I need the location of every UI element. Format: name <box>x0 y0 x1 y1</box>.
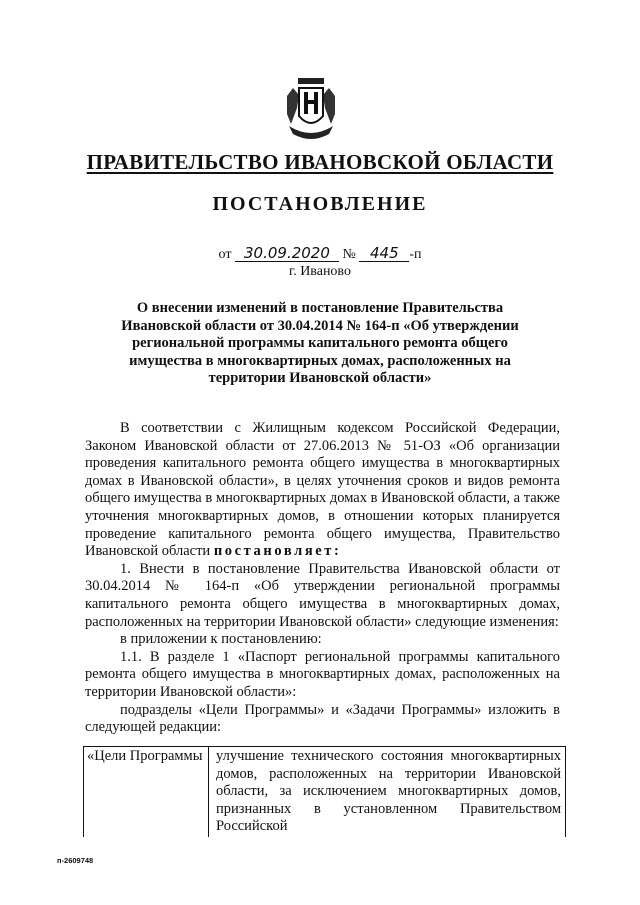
date-number-line <box>0 245 640 263</box>
document-code: п-2609748 <box>57 856 94 865</box>
number-suffix: -п <box>409 247 422 262</box>
table-content-cell: улучшение технического состояния многоквартирных домов, расположенных на территории Ивановской области, за исключением многоквартирных домов, признанных в установленном Правительством Российской <box>216 748 561 835</box>
subsections-paragraph: подразделы «Цели Программы» и «Задачи Программы» изложить в следующей редакции: <box>85 701 560 736</box>
handwritten-number: 445 <box>359 245 409 262</box>
city-name: г. Иваново <box>289 264 351 279</box>
annex-paragraph: в приложении к постановлению: <box>120 631 322 648</box>
document-type: ПОСТАНОВЛЕНИЕ <box>212 193 428 215</box>
item-1-paragraph: 1. Внести в постановление Правительства Ивановской области от 30.04.2014 № 164-п «Об утверждении региональной программы капитального ремонта общего имущества в многоквартирных домах, расположенных на территории Ивановской области» следующие изменения: <box>85 560 560 630</box>
goals-table <box>83 746 566 837</box>
government-title: ПРАВИТЕЛЬСТВО ИВАНОВСКОЙ ОБЛАСТИ <box>86 150 554 174</box>
handwritten-date: 30.09.2020 <box>235 245 339 262</box>
number-label: № <box>342 247 356 262</box>
table-label-cell: «Цели Программы <box>84 747 209 837</box>
intro-paragraph: В соответствии с Жилищным кодексом Российской Федерации, Законом Ивановской области от 27.06.2013 № 51-ОЗ «Об организации проведения капитального ремонта общего имущества в многоквартирных домах в Ивановской области», в целях уточнения сроков и видов ремонта общего имущества в многоквартирных домах в Ивановской области, а также уточнения многоквартирных домов, в отношении которых планируется проведение капитального ремонта общего имущества, Правительство Ивановской области постановляет: <box>85 420 560 560</box>
resolves-word: постановляет: <box>213 543 342 560</box>
item-1-1-paragraph: 1.1. В разделе 1 «Паспорт региональной программы капитального ремонта общего имущества в многоквартирных домах, расположенных на территории Ивановской области»: <box>85 648 560 700</box>
coat-of-arms-icon <box>283 78 339 140</box>
resolution-heading: О внесении изменений в постановление Правительства Ивановской области от 30.04.2014 № 164-п «Об утверждении региональной программы капитального ремонта общего имущества в многоквартирных домах, расположенных на территории Ивановской области» <box>121 300 519 386</box>
date-prefix: от <box>218 247 232 262</box>
resolution-body <box>85 420 560 737</box>
